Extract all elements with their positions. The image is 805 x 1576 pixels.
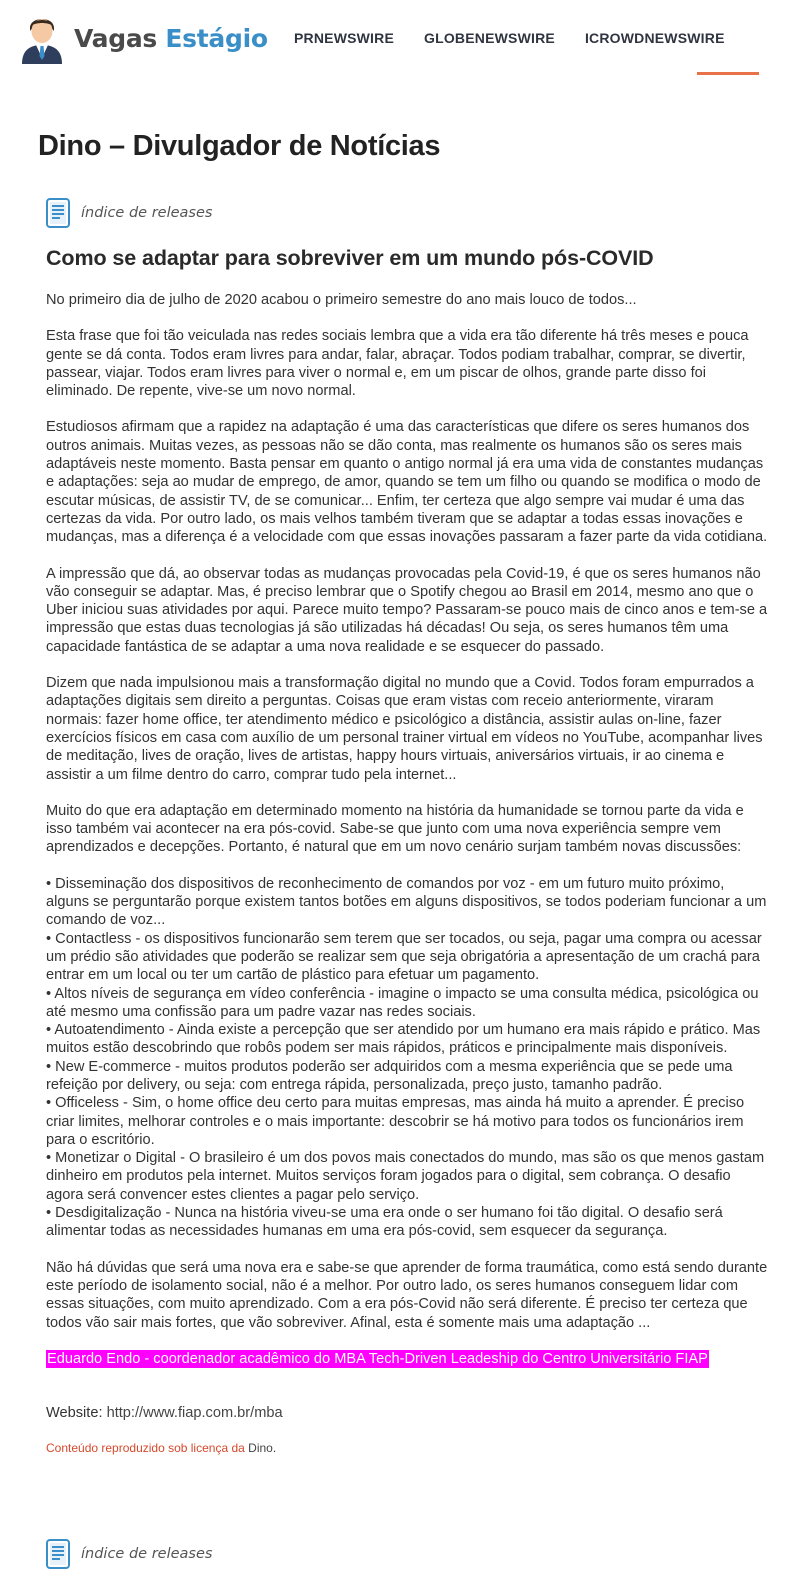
bullet-item: • Monetizar o Digital - O brasileiro é um dos povos mais conectados do mundo, mas são os que menos gastam dinheiro em produtos pela internet. Muitos serviços foram jogados para o digital, sem cobrança. O desafio agora será convencer estes clientes a pagar pelo serviço. <box>46 1150 765 1203</box>
license-text: Conteúdo reproduzido sob licença da <box>46 1440 245 1455</box>
article-closing-paragraph: Não há dúvidas que será uma nova era e sabe-se que aprender de forma traumática, como está sendo durante este período de isolamento social, não é a melhor. Por outro lado, os seres humanos conseguem lidar com essas situações, com muito aprendizado. Com a era pós-Covid não será diferente. É preciso ter certeza que todos vão sair mais fortes, que vão sobreviver. Afinal, esta é somente mais uma adaptação ... <box>46 1259 768 1331</box>
website-label: Website: <box>46 1404 103 1421</box>
page-title: Dino – Divulgador de Notícias <box>38 130 441 162</box>
bullet-list <box>46 875 771 1241</box>
nav-icrowdnewswire[interactable]: ICROWDNEWSWIRE <box>584 30 725 46</box>
website-link[interactable]: http://www.fiap.com.br/mba <box>106 1404 283 1421</box>
bullet-item: • Officeless - Sim, o home office deu certo para muitas empresas, mas ainda há muito a aprender. É preciso criar limites, melhorar controles e o mais importante: descobrir se há motivo para todos os funcionários irem para o escritório. <box>46 1095 745 1148</box>
logo-word-vagas: Vagas <box>74 23 157 53</box>
release-index-label: índice de releases <box>81 205 213 221</box>
nav-active-indicator <box>697 72 759 75</box>
site-logo[interactable] <box>20 12 268 64</box>
bullet-item: • New E-commerce - muitos produtos poderão ser adquiridos com a mesma experiência que se pede uma refeição por delivery, ou seja: com entrega rápida, personalizada, preço justo, tamanho padrão. <box>46 1058 733 1093</box>
businessman-icon <box>20 12 64 64</box>
article-title: Como se adaptar para sobreviver em um mundo pós-COVID <box>46 246 654 270</box>
bullet-item: • Desdigitalização - Nunca na história viveu-se uma era onde o ser humano foi tão digital. O desafio será alimentar todas as necessidades humanas em uma era pós-covid, sem esquecer da segurança. <box>46 1205 723 1240</box>
article-paragraph: No primeiro dia de julho de 2020 acabou o primeiro semestre do ano mais louco de todos... <box>46 292 637 308</box>
site-header <box>0 0 805 80</box>
bullet-item: • Contactless - os dispositivos funcionarão sem terem que ser tocados, ou seja, pagar uma compra ou acessar um prédio são atividades que poderão se realizar sem que seja obrigatória a apresentação de um crachá para entrar em um local ou ter um cartão de plástico para efetuar um pagamento. <box>46 930 762 984</box>
license-line <box>46 1440 771 1456</box>
article-paragraph: Dizem que nada impulsionou mais a transformação digital no mundo que a Covid. Todos foram empurrados a adaptações digitais sem direito a perguntas. Coisas que eram vistas com receio anteriormente, viraram normais: fazer home office, ter atendimento médico e psicológico a distância, assistir aulas on-line, fazer exercícios físicos em casa com auxílio de um personal trainer virtual em vídeos no YouTube, acompanhar lives de meditação, lives de oração, lives de artistas, happy hours virtuais, aniversários virtuais, ir ao cinema e assistir a um filme dentro do carro, comprar tudo pela internet... <box>46 675 763 783</box>
website-line <box>46 1404 771 1422</box>
main-nav <box>294 30 755 46</box>
release-index-link-bottom[interactable] <box>46 1539 212 1569</box>
article <box>46 246 771 1456</box>
logo-word-estagio: Estágio <box>165 23 268 53</box>
article-paragraph: Esta frase que foi tão veiculada nas redes sociais lembra que a vida era tão diferente há três meses e pouca gente se dá conta. Todos eram livres para andar, falar, abraçar. Todos podiam trabalhar, comprar, se divertir, passear, viajar. Todos eram livres para viver o normal e, em um piscar de olhos, grande parte disso foi eliminado. De repente, vive-se um novo normal. <box>46 328 749 400</box>
release-index-label: índice de releases <box>81 1546 213 1562</box>
author-line <box>46 1350 771 1368</box>
article-paragraph: Muito do que era adaptação em determinado momento na história da humanidade se tornou parte da vida e isso também vai acontecer na era pós-covid. Sabe-se que junto com uma nova experiência sempre vem aprendizados e decepções. Portanto, é natural que em um novo cenário surjam também novas discussões: <box>46 802 744 856</box>
author-credit: Eduardo Endo - coordenador acadêmico do MBA Tech-Driven Leadeship do Centro Universitário FIAP <box>47 1350 708 1367</box>
license-link-dino[interactable]: Dino <box>248 1440 273 1455</box>
bullet-item: • Autoatendimento - Ainda existe a percepção que ser atendido por um humano era mais rápido e prático. Mas muitos estão descobrindo que robôs podem ser mais rápidos, práticos e principalmente mais disponíveis. <box>46 1022 761 1057</box>
nav-globenewswire[interactable]: GLOBENEWSWIRE <box>424 30 555 46</box>
release-index-link-top[interactable] <box>46 198 212 228</box>
bullet-item: • Altos níveis de segurança em vídeo conferência - imagine o impacto se uma consulta médica, psicológica ou até mesmo uma confissão para um padre vazar nas redes sociais. <box>46 985 759 1020</box>
document-icon <box>46 198 70 228</box>
article-paragraph: A impressão que dá, ao observar todas as mudanças provocadas pela Covid-19, é que os seres humanos não vão conseguir se adaptar. Mas, é preciso lembrar que o Spotify chegou ao Brasil em 2014, mesmo ano que o Uber iniciou suas atividades por aqui. Parece muito tempo? Passaram-se pouco mais de cinco anos e tem-se a impressão que estas duas tecnologias já são utilizadas há décadas! Ou seja, os seres humanos têm uma capacidade fantástica de se adaptar a uma nova realidade e se esquecer do passado. <box>46 565 768 655</box>
nav-prnewswire[interactable]: PRNEWSWIRE <box>294 30 394 46</box>
bullet-item: • Disseminação dos dispositivos de reconhecimento de comandos por voz - em um futuro muito próximo, alguns se perguntarão porque existem tantos botões em alguns dispositivos, se todos poderiam funcionar a um comando de voz... <box>46 875 767 929</box>
article-paragraph: Estudiosos afirmam que a rapidez na adaptação é uma das características que difere os seres humanos dos outros animais. Muitas vezes, as pessoas não se dão conta, mas realmente os humanos são os seres mais adaptáveis neste momento. Basta pensar em quanto o antigo normal já era uma vida de constantes mudanças e adaptações: seja ao mudar de emprego, de amor, quando se tem um filho ou quando se modifica o modo de escutar músicas, de assistir TV, de se comunicar... Enfim, ter certeza que algo sempre vai mudar é uma das certezas da vida. Por outro lado, os mais velhos também tiveram que se adaptar a todas essas inovações e mudanças, mas a diferença é a velocidade com que essas inovações passaram a fazer parte da vida cotidiana. <box>46 419 768 546</box>
license-period: . <box>272 1440 277 1455</box>
document-icon <box>46 1539 70 1569</box>
